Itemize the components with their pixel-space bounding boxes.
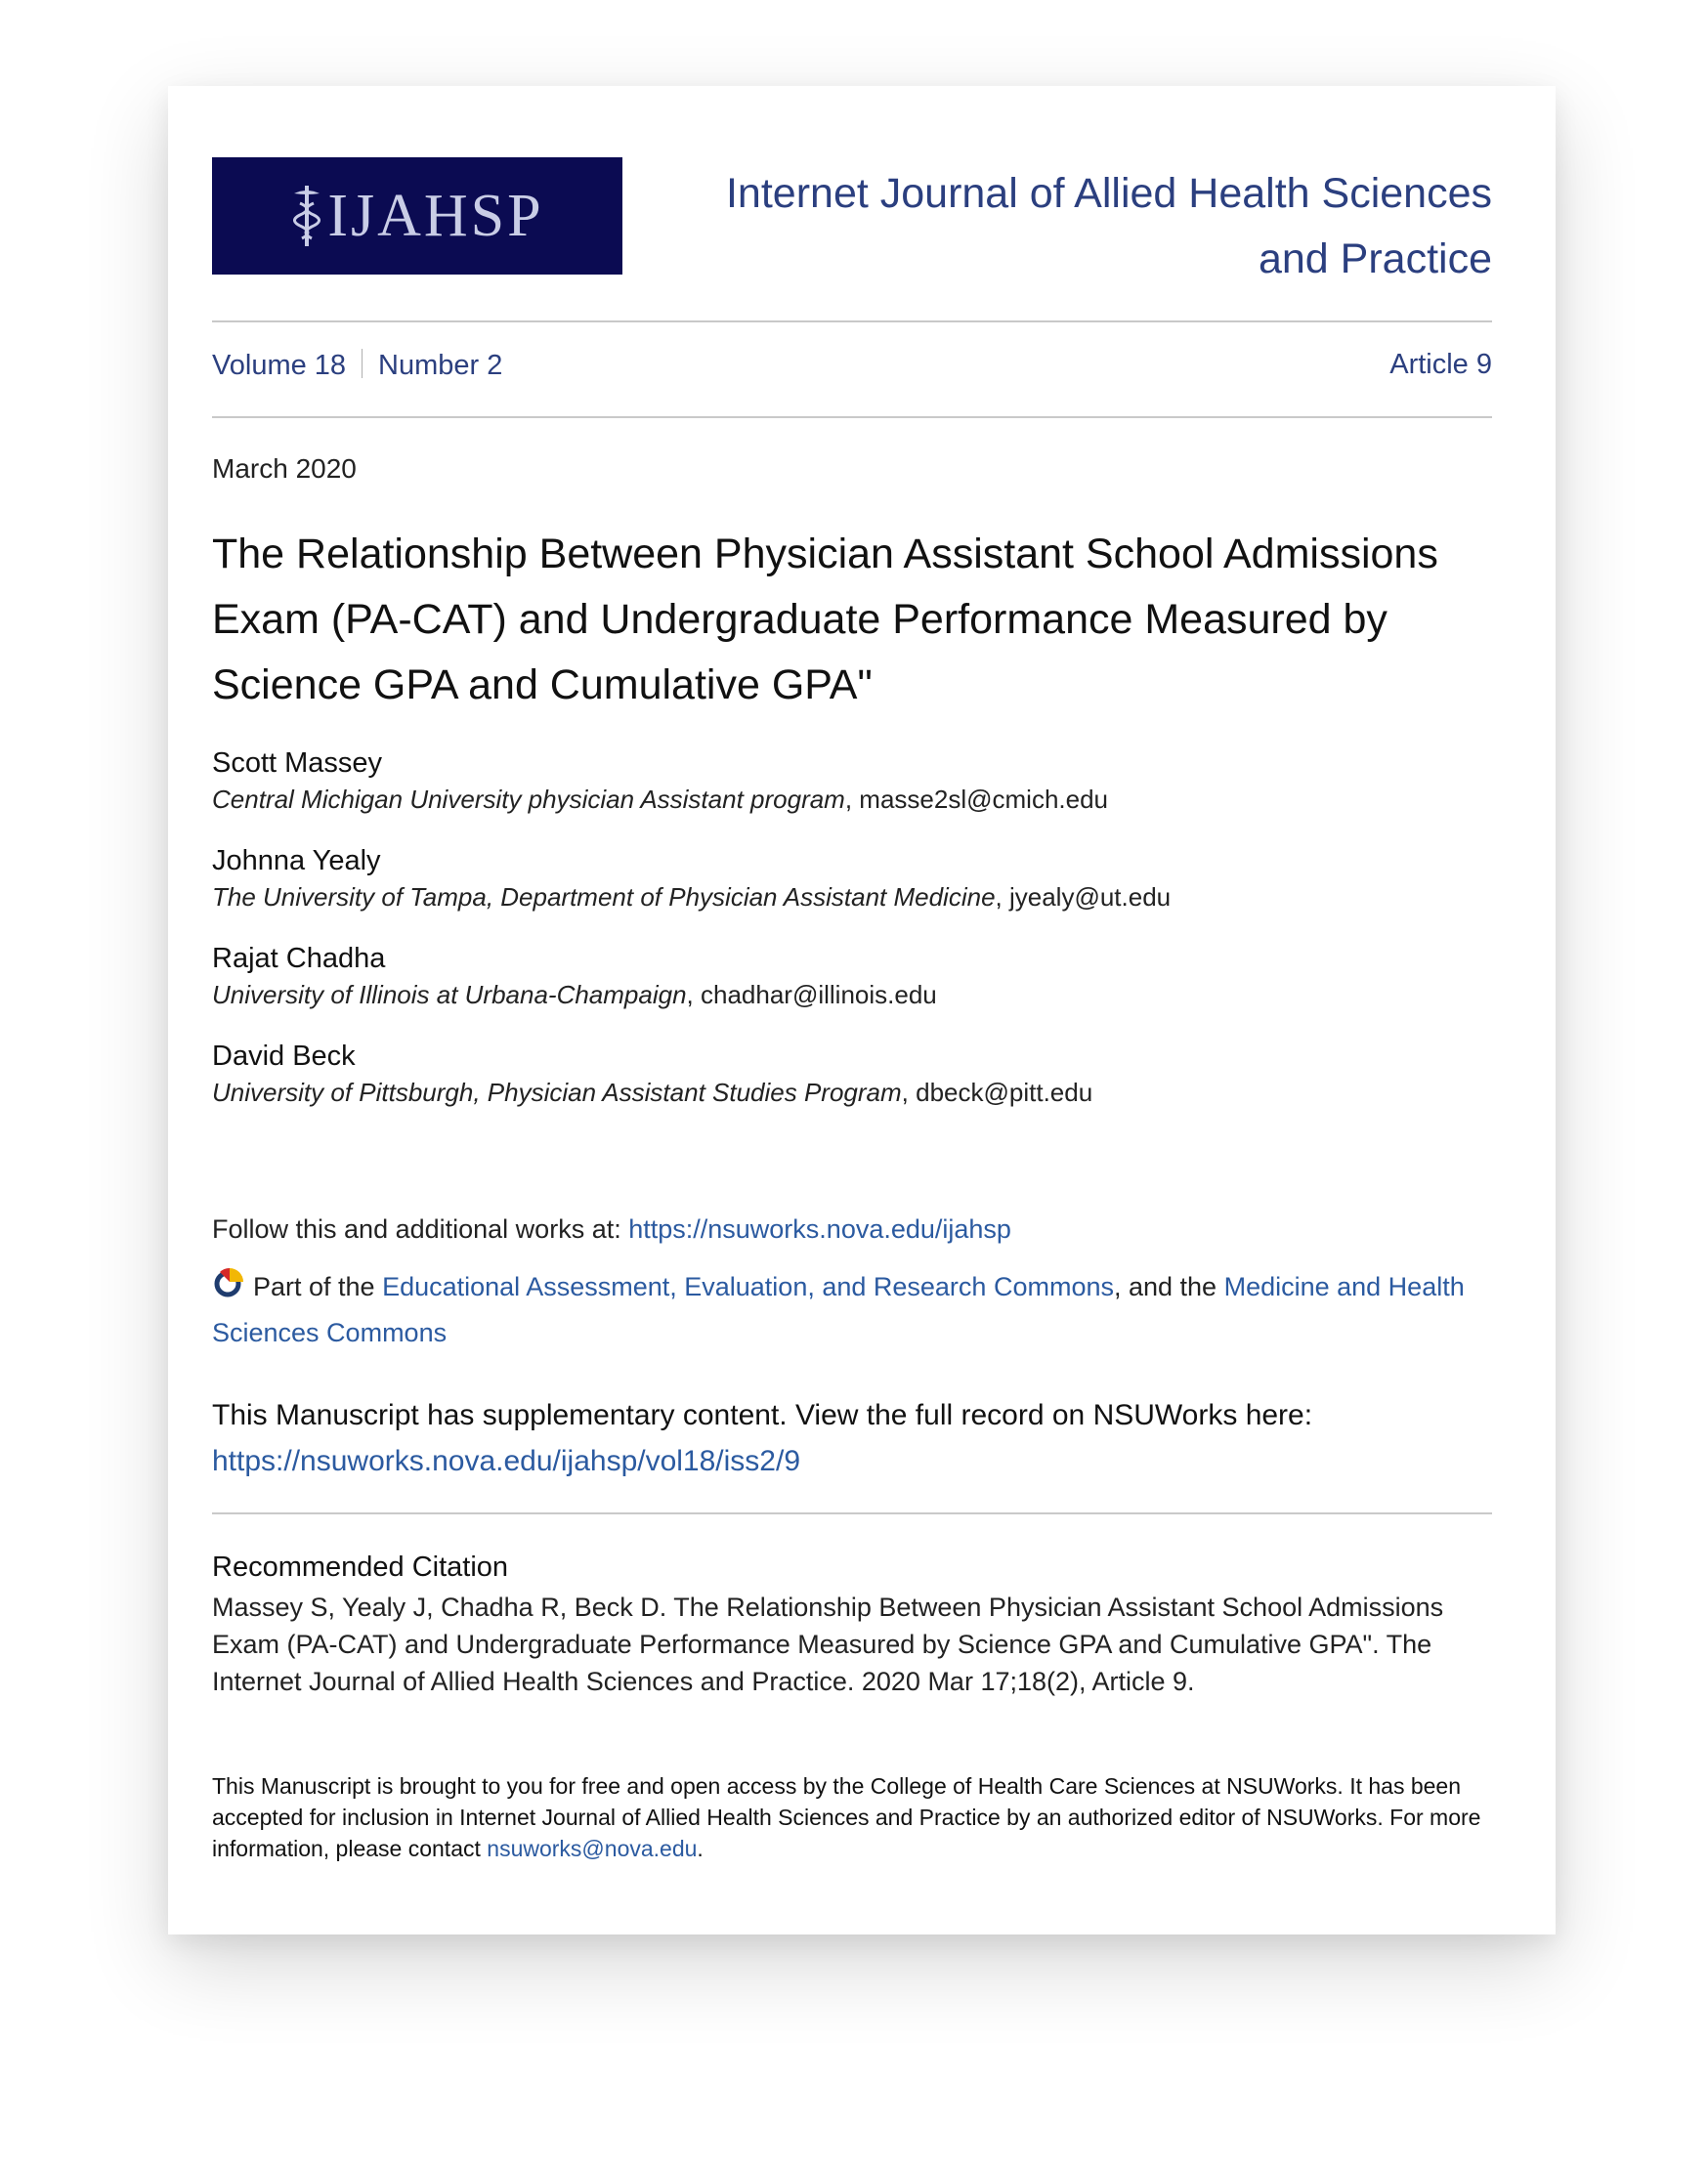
author-name: David Beck <box>212 1041 356 1072</box>
author-item <box>212 744 1521 817</box>
full-record-link[interactable]: https://nsuworks.nova.edu/ijahsp/vol18/iss2/9 <box>212 1445 801 1477</box>
author-affiliation: The University of Tampa, Department of Physician Assistant Medicine, jyealy@ut.edu <box>212 882 1172 912</box>
publication-date: March 2020 <box>212 453 357 484</box>
journal-title[interactable] <box>652 161 1492 292</box>
author-item <box>212 1038 1521 1110</box>
header-divider <box>212 320 1492 322</box>
educational-assessment-commons-link[interactable]: Educational Assessment, Evaluation, and Research Commons <box>382 1272 1114 1301</box>
commons-network-icon <box>212 1264 247 1299</box>
journal-title-line2: and Practice <box>1258 235 1492 282</box>
article-link[interactable]: Article 9 <box>1389 349 1492 380</box>
journal-title-line1: Internet Journal of Allied Health Sciences <box>725 170 1492 217</box>
author-email: jyealy@ut.edu <box>1008 882 1172 912</box>
supplementary-note: This Manuscript has supplementary content. View the full record on NSUWorks here: https://nsuworks.nova.edu/ijahsp/vol18/iss2/9 <box>212 1392 1521 1484</box>
commons-line: Part of the Educational Assessment, Evaluation, and Research Commons, and the Medicine and Health Sciences Commons <box>212 1264 1521 1356</box>
author-item <box>212 940 1521 1012</box>
author-affiliation: Central Michigan University physician Assistant program, masse2sl@cmich.edu <box>212 785 1109 814</box>
author-item <box>212 842 1521 914</box>
citation-heading: Recommended Citation <box>212 1552 509 1583</box>
meta-divider <box>212 416 1492 418</box>
header <box>212 157 1492 282</box>
logo-text: IJAHSP <box>327 182 544 249</box>
author-email: chadhar@illinois.edu <box>701 980 937 1009</box>
journal-logo <box>212 157 622 275</box>
medicine-health-sciences-commons-link[interactable]: Medicine and Health Sciences Commons <box>212 1272 1465 1347</box>
caduceus-icon <box>290 184 323 248</box>
follow-line: Follow this and additional works at: https://nsuworks.nova.edu/ijahsp <box>212 1214 1011 1244</box>
author-email: dbeck@pitt.edu <box>916 1078 1093 1107</box>
contact-email-link[interactable]: nsuworks@nova.edu <box>487 1836 698 1861</box>
repository-link[interactable]: https://nsuworks.nova.edu/ijahsp <box>628 1214 1011 1244</box>
author-list <box>212 744 1521 1135</box>
number-link[interactable]: Number 2 <box>378 350 503 381</box>
citation-divider <box>212 1512 1492 1514</box>
volume-link[interactable]: Volume 18 <box>212 350 347 381</box>
author-name: Johnna Yealy <box>212 845 381 876</box>
author-name: Scott Massey <box>212 747 383 779</box>
meta-separator <box>362 349 363 378</box>
author-name: Rajat Chadha <box>212 943 386 974</box>
access-notice: This Manuscript is brought to you for free and open access by the College of Health Care Sciences at NSUWorks. It has been accepted for inclusion in Internet Journal of Allied Health Sciences and Practice by an authorized editor of NSUWorks. For more information, please contact nsuworks@nova.edu. <box>212 1773 1481 1861</box>
author-email: masse2sl@cmich.edu <box>859 785 1109 814</box>
author-affiliation: University of Pittsburgh, Physician Assistant Studies Program, dbeck@pitt.edu <box>212 1078 1093 1107</box>
document-page <box>168 86 1556 1934</box>
citation-text: Massey S, Yealy J, Chadha R, Beck D. The Relationship Between Physician Assistant School Admissions Exam (PA-CAT) and Undergraduate Performance Measured by Science GPA and Cumulative GPA". The Internet Journal of Allied Health Sciences and Practice. 2020 Mar 17;18(2), Article 9. <box>212 1593 1444 1696</box>
article-title: The Relationship Between Physician Assistant School Admissions Exam (PA-CAT) and Undergraduate Performance Measured by Science GPA and Cumulative GPA" <box>212 531 1438 708</box>
issue-meta <box>212 349 1492 388</box>
author-affiliation: University of Illinois at Urbana-Champaign, chadhar@illinois.edu <box>212 980 937 1009</box>
